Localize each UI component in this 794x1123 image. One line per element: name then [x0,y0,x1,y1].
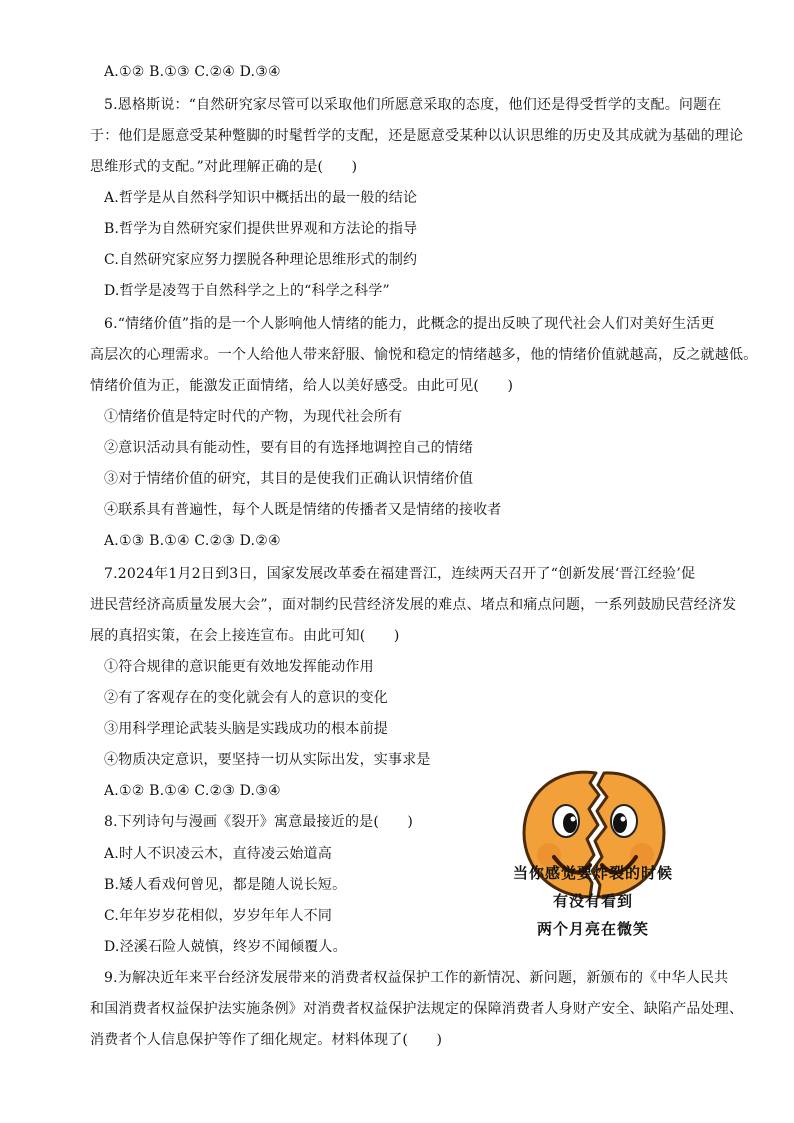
q9-stem-line1: 9.为解决近年来平台经济发展带来的消费者权益保护工作的新情况、新问题，新颁布的《中华人民共 [104,970,729,986]
q6-stem-line3: 情绪价值为正，能激发正面情绪，给人以美好感受。由此可见( ) [90,378,514,394]
q8-stem: 8.下列诗句与漫画《裂开》寓意最接近的是( ) [104,814,414,830]
q6-item-2: ②意识活动具有能动性，要有目的有选择地调控自己的情绪 [104,440,474,456]
q7-stem-line2: 进民营经济高质量发展大会”，面对制约民营经济发展的难点、堵点和痛点问题，一系列鼓励民营经济发 [90,597,737,613]
q5-stem-line3: 思维形式的支配。”对此理解正确的是( ) [90,159,358,175]
q5-option-b: B.哲学为自然研究家们提供世界观和方法论的指导 [104,221,418,237]
q5-stem-line1: 5.恩格斯说：“自然研究家尽管可以采取他们所愿意采取的态度，他们还是得受哲学的支配。问题在 [104,97,722,113]
q7-stem-line1: 7.2024年1月2日到3日，国家发展改革委在福建晋江，连续两天召开了“创新发展‘晋江经验’促 [104,566,696,582]
q8-option-a: A.时人不识凌云木，直待凌云始道高 [104,846,332,862]
q6-item-4: ④联系具有普遍性，每个人既是情绪的传播者又是情绪的接收者 [104,502,502,518]
q6-options: A.①③ B.①④ C.②③ D.②④ [104,533,281,549]
q9-stem-line2: 和国消费者权益保护法实施条例》对消费者权益保护法规定的保障消费者人身财产安全、缺陷产品处理、 [90,1001,744,1017]
q8-option-d: D.泾溪石险人兢慎，终岁不闻倾覆人。 [104,939,347,955]
q6-stem-line2: 高层次的心理需求。一个人给他人带来舒服、愉悦和稳定的情绪越多，他的情绪价值就越高，反之就越低。 [90,347,758,363]
cartoon-caption-line1: 当你感觉要炸裂的时候 [512,864,673,882]
cartoon-caption-line2: 有没有看到 [552,892,633,910]
q5-option-d: D.哲学是凌驾于自然科学之上的“科学之科学” [104,283,390,299]
q5-stem-line2: 于：他们是愿意受某种蹩脚的时髦哲学的支配，还是愿意受某种以认识思维的历史及其成就为基础的理论 [90,128,744,144]
q7-item-4: ④物质决定意识，要坚持一切从实际出发，实事求是 [104,752,431,768]
q8-option-b: B.矮人看戏何曾见，都是随人说长短。 [104,877,347,893]
q6-item-1: ①情绪价值是特定时代的产物，为现代社会所有 [104,409,403,425]
q7-item-2: ②有了客观存在的变化就会有人的意识的变化 [104,690,388,706]
q8-option-c: C.年年岁岁花相似，岁岁年年人不同 [104,908,333,924]
q4-options: A.①② B.①③ C.②④ D.③④ [104,64,281,80]
q9-stem-line3: 消费者个人信息保护等作了细化规定。材料体现了( ) [90,1032,443,1048]
q5-option-a: A.哲学是从自然科学知识中概括出的最一般的结论 [104,190,418,206]
q7-stem-line3: 展的真招实策，在会上接连宣布。由此可知( ) [90,628,400,644]
q7-options: A.①② B.①④ C.②③ D.③④ [104,783,281,799]
q5-option-c: C.自然研究家应努力摆脱各种理论思维形式的制约 [104,252,418,268]
q7-item-3: ③用科学理论武装头脑是实践成功的根本前提 [104,721,388,737]
q6-item-3: ③对于情绪价值的研究，其目的是使我们正确认识情绪价值 [104,471,474,487]
q6-stem-line1: 6.“情绪价值”指的是一个人影响他人情绪的能力，此概念的提出反映了现代社会人们对美好生活更 [104,316,715,332]
q7-item-1: ①符合规律的意识能更有效地发挥能动作用 [104,659,374,675]
cartoon-caption-line3: 两个月亮在微笑 [536,920,649,938]
